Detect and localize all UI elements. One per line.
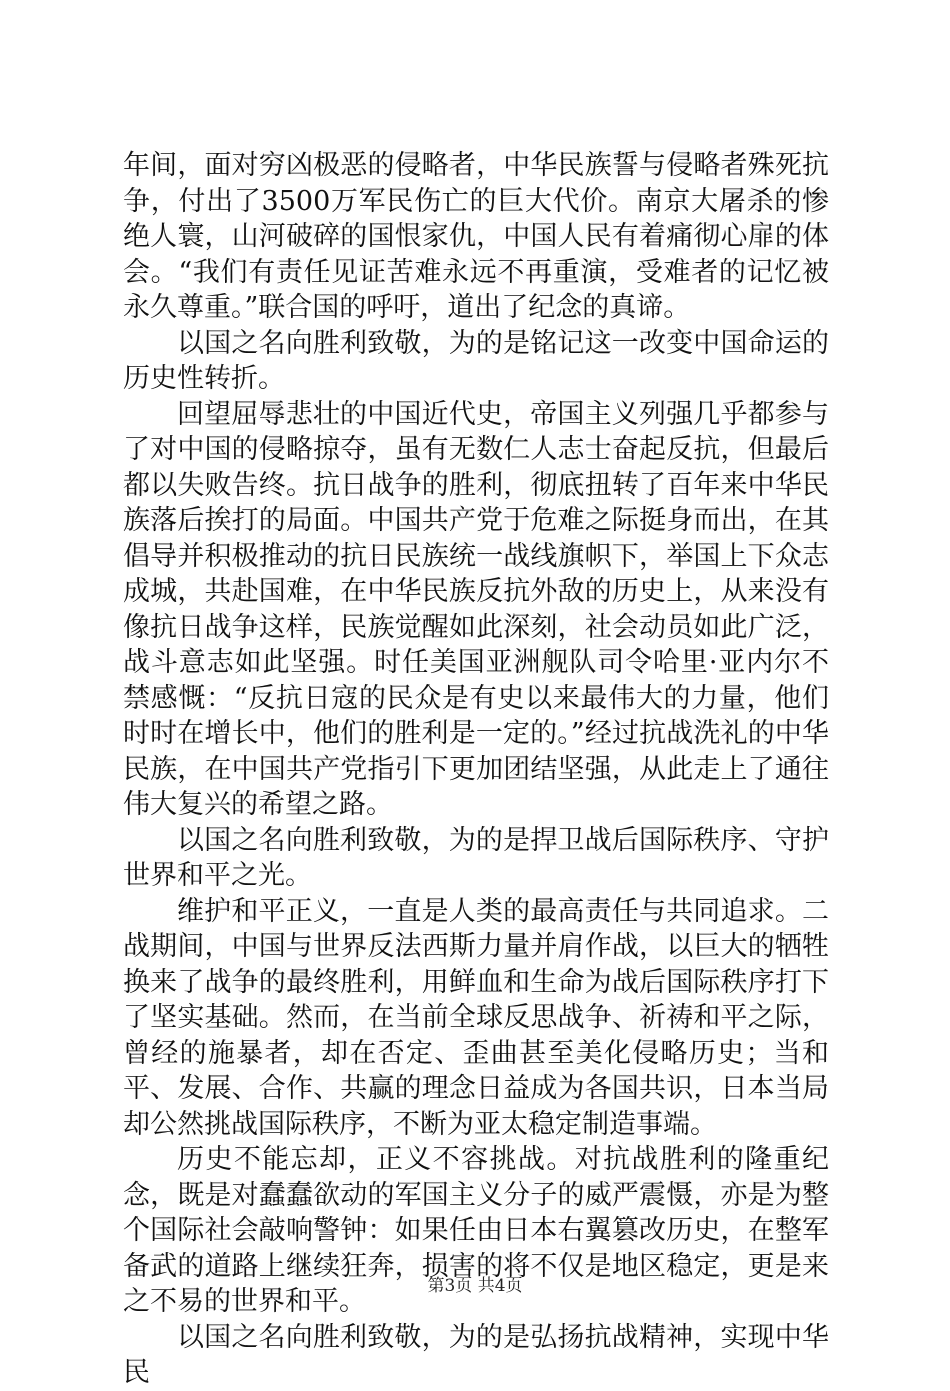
paragraph-2: 以国之名向胜利致敬，为的是铭记这一改变中国命运的历史性转折。: [123, 327, 829, 394]
page-footer: 第3页 共4页: [427, 1276, 523, 1296]
paragraph-4: 以国之名向胜利致敬，为的是捍卫战后国际秩序、守护世界和平之光。: [123, 824, 829, 891]
paragraph-1: 年间，面对穷凶极恶的侵略者，中华民族誓与侵略者殊死抗争，付出了3500万军民伤亡的巨大代价。南京大屠杀的惨绝人寰，山河破碎的国恨家仇，中国人民有着痛彻心扉的体会。“我们有责任见证苦难永远不再重演，受难者的记忆被永久尊重。”联合国的呼吁，道出了纪念的真谛。: [123, 150, 829, 323]
paragraph-6: 历史不能忘却，正义不容挑战。对抗战胜利的隆重纪念，既是对蠢蠢欲动的军国主义分子的威严震慑，亦是为整个国际社会敲响警钟：如果任由日本右翼篡改历史，在整军备武的道路上继续狂奔，损害的将不仅是地区稳定，更是来之不易的世界和平。: [123, 1144, 829, 1317]
body-text: [123, 148, 829, 1391]
paragraph-3: 回望屈辱悲壮的中国近代史，帝国主义列强几乎都参与了对中国的侵略掠夺，虽有无数仁人志士奋起反抗，但最后都以失败告终。抗日战争的胜利，彻底扭转了百年来中华民族落后挨打的局面。中国共产党于危难之际挺身而出，在其倡导并积极推动的抗日民族统一战线旗帜下，举国上下众志成城，共赴国难，在中华民族反抗外敌的历史上，从来没有像抗日战争这样，民族觉醒如此深刻，社会动员如此广泛，战斗意志如此坚强。时任美国亚洲舰队司令哈里·亚内尔不禁感慨：“反抗日寇的民众是有史以来最伟大的力量，他们时时在增长中，他们的胜利是一定的。”经过抗战洗礼的中华民族，在中国共产党指引下更加团结坚强，从此走上了通往伟大复兴的希望之路。: [123, 398, 829, 820]
paragraph-7: 以国之名向胜利致敬，为的是弘扬抗战精神，实现中华民: [123, 1321, 829, 1388]
paragraph-5: 维护和平正义，一直是人类的最高责任与共同追求。二战期间，中国与世界反法西斯力量并肩作战，以巨大的牺牲换来了战争的最终胜利，用鲜血和生命为战后国际秩序打下了坚实基础。然而，在当前全球反思战争、祈祷和平之际，曾经的施暴者，却在否定、歪曲甚至美化侵略历史；当和平、发展、合作、共赢的理念日益成为各国共识，日本当局却公然挑战国际秩序，不断为亚太稳定制造事端。: [123, 895, 829, 1140]
